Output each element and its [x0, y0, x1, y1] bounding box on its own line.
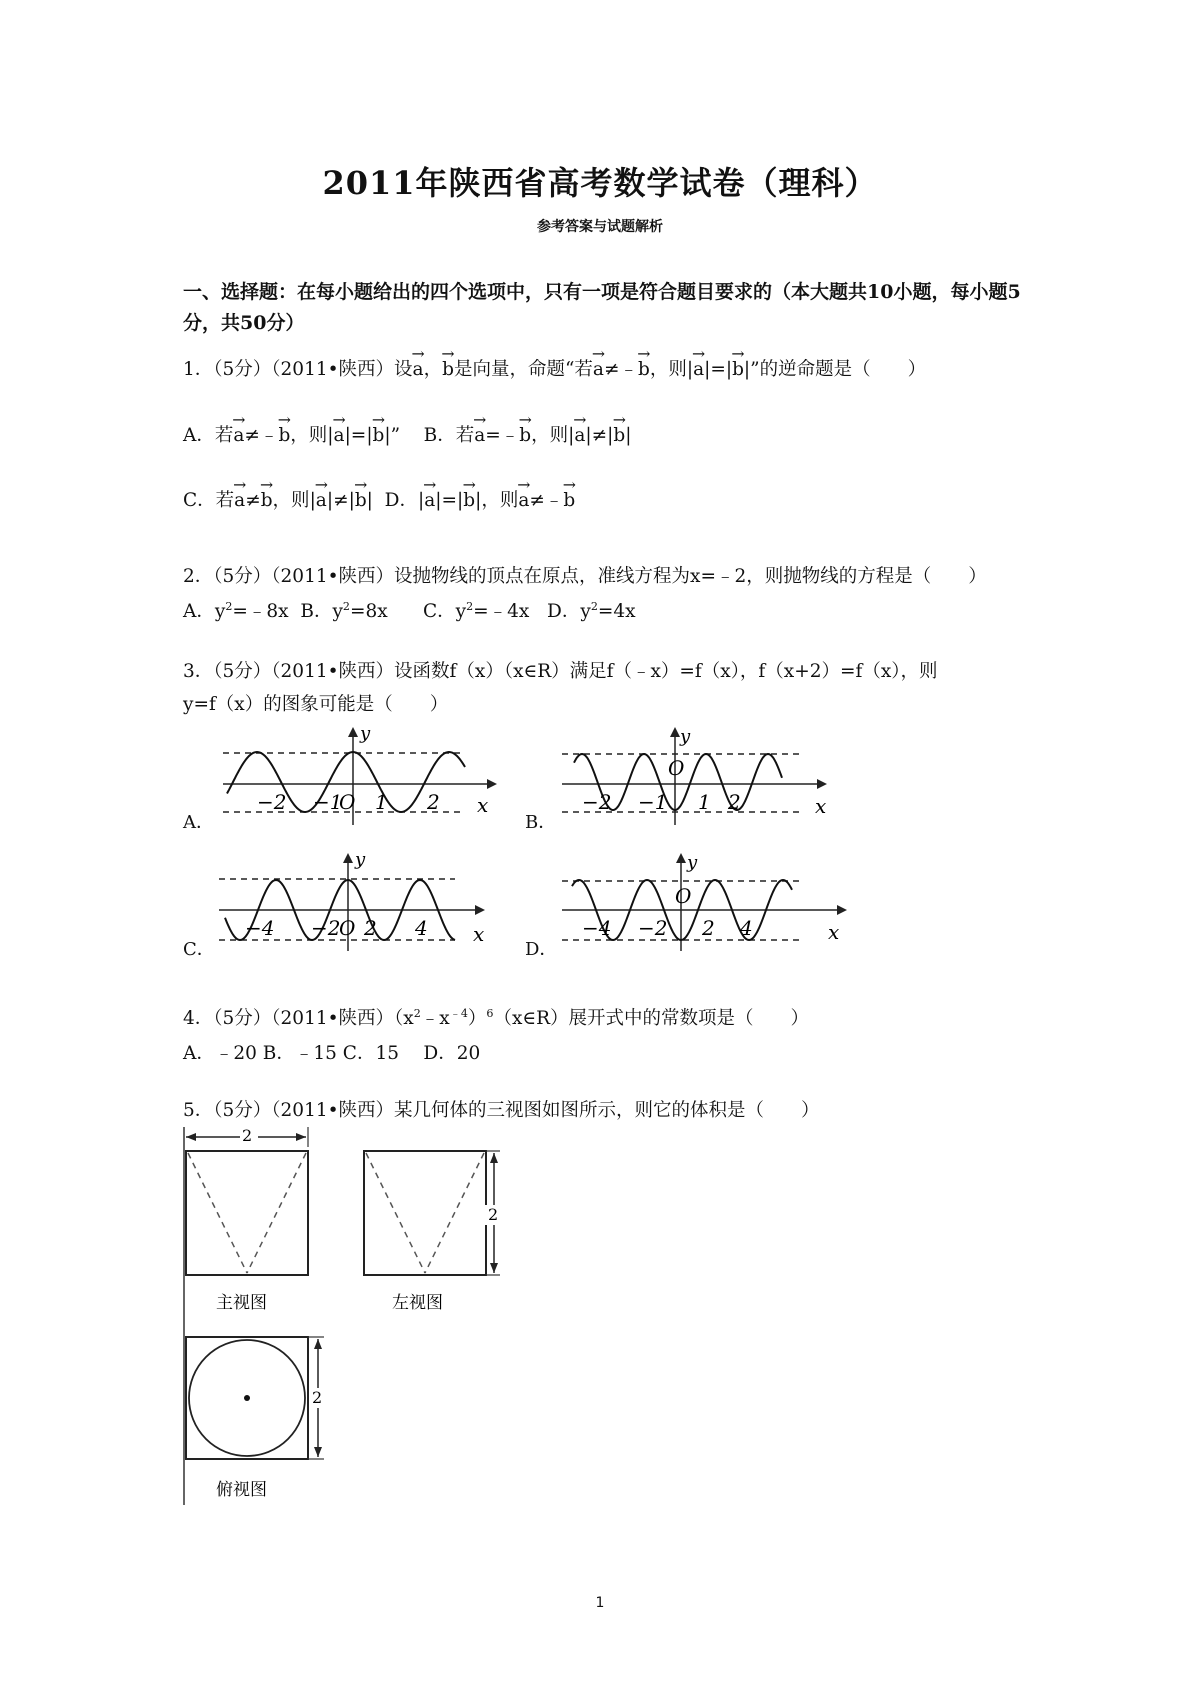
- question-4-options: A．﹣20 B．﹣15 C．15 D．20: [183, 1043, 481, 1064]
- graph-d-tick-4: 4: [740, 916, 753, 940]
- graph-b-tick-2: 2: [728, 790, 741, 814]
- graph-a-tick-1: 1: [375, 790, 388, 814]
- graph-d-tick-2: 2: [702, 916, 715, 940]
- side-view-dashed-left: [366, 1153, 425, 1273]
- graph-d: [560, 853, 855, 953]
- question-1-options-cd: C．若→ a≠→ b，则|→ a|≠|→ b| D．|→ a|=|→ b|，则→ a≠﹣→ b: [183, 486, 575, 512]
- page-title: 2011年陕西省高考数学试卷（理科）: [322, 164, 878, 202]
- graph-a-x-arrow: [487, 779, 497, 789]
- question-1-options-ab: A．若→ a≠﹣→ b，则|→ a|=|→ b|” B．若→ a=﹣→ b，则|→ a|≠|→ b|: [183, 421, 631, 447]
- graph-d-label: D．: [525, 939, 558, 960]
- graph-d-tick-neg2: −2: [638, 916, 668, 940]
- side-view-label: 左视图: [392, 1293, 443, 1313]
- graph-d-x-arrow: [837, 905, 847, 915]
- graph-b-tick-1: 1: [698, 790, 711, 814]
- graph-c-label: C．: [183, 939, 215, 960]
- graph-b-x-arrow: [817, 779, 827, 789]
- top-dim-label: 2: [312, 1388, 323, 1407]
- side-dim-arrow-top: [490, 1153, 498, 1163]
- front-view-dashed-right: [247, 1153, 306, 1273]
- graph-a: [215, 727, 510, 827]
- front-dim-arrow-right: [296, 1133, 306, 1141]
- side-view-square: [364, 1151, 486, 1275]
- side-view-dashed-right: [425, 1153, 484, 1273]
- graph-a-y-arrow: [348, 727, 358, 737]
- graph-c-tick-4: 4: [415, 916, 428, 940]
- question-2-stem: 2．（5分）（2011•陕西）设抛物线的顶点在原点，准线方程为x=﹣2，则抛物线的方程是（ ）: [183, 566, 987, 587]
- three-view-drawing: [180, 1125, 540, 1510]
- side-view: [364, 1151, 501, 1275]
- graph-d-y-arrow: [676, 853, 686, 863]
- graph-a-x-label: x: [477, 793, 489, 817]
- top-view: [186, 1337, 326, 1459]
- top-view-center-dot: [244, 1395, 250, 1401]
- graph-c-tick-neg4: −4: [245, 916, 275, 940]
- front-view-label: 主视图: [216, 1293, 267, 1313]
- front-view-dashed-left: [188, 1153, 247, 1273]
- top-dim-arrow-bottom: [314, 1447, 322, 1457]
- question-3-stem-1: 3．（5分）（2011•陕西）设函数f（x）（x∈R）满足f（﹣x）=f（x），f（x+2）=f（x），则: [183, 661, 938, 682]
- graph-b-y-arrow: [670, 727, 680, 737]
- graph-d-x-label: x: [828, 920, 840, 944]
- graph-d-tick-neg4: −4: [582, 916, 612, 940]
- top-dim-arrow-top: [314, 1339, 322, 1349]
- graph-c-x-arrow: [475, 905, 485, 915]
- graph-a-tick-origin: O: [339, 790, 356, 814]
- graph-d-y-label: y: [687, 853, 698, 873]
- graph-c-y-arrow: [343, 853, 353, 863]
- section-heading: 一、选择题：在每小题给出的四个选项中，只有一项是符合题目要求的（本大题共10小题，每小题5分，共50分）: [183, 281, 1021, 334]
- graph-d-tick-origin: O: [675, 884, 692, 908]
- front-view-square: [186, 1151, 308, 1275]
- graph-b-y-label: y: [680, 727, 691, 747]
- graph-c-tick-origin: O: [339, 916, 356, 940]
- graph-b-label: B．: [525, 812, 557, 833]
- question-2-options: A．$y^2=﹣8x$ B．$y^2=8x$ C．$y^2=﹣4x$ D．$y^2=4x$: [183, 599, 636, 622]
- graph-a-tick-neg2: −2: [257, 790, 287, 814]
- graph-b-tick-neg1: −1: [638, 790, 668, 814]
- question-3-stem-2: y=f（x）的图象可能是（ ）: [183, 694, 449, 715]
- graph-c-tick-2: 2: [364, 916, 377, 940]
- top-view-label: 俯视图: [216, 1480, 267, 1500]
- graph-b-tick-origin: O: [668, 756, 685, 780]
- graph-a-tick-2: 2: [427, 790, 440, 814]
- graph-a-label: A．: [183, 812, 214, 833]
- front-dim-arrow-left: [186, 1133, 196, 1141]
- graph-a-tick-neg1: −1: [313, 790, 343, 814]
- graph-a-y-label: y: [360, 727, 371, 744]
- graph-b-tick-neg2: −2: [582, 790, 612, 814]
- front-view: [184, 1126, 308, 1505]
- graph-c: [215, 853, 505, 953]
- question-4-stem: 4．（5分）（2011•陕西）$(x^2﹣x^{﹣4})^6(x\in R)$展开式中的常数项是（ ）: [183, 1006, 810, 1029]
- graph-c-x-label: x: [473, 922, 485, 946]
- page-number: 1: [595, 1595, 605, 1611]
- side-dim-arrow-bottom: [490, 1263, 498, 1273]
- front-dim-label: 2: [242, 1126, 253, 1145]
- question-1-stem: 1．（5分）（2011•陕西）设→ a，→ b是向量，命题“若→ a≠﹣→ b，则|→ a|=|→ b|”的逆命题是（ ）: [183, 355, 926, 381]
- graph-c-tick-neg2: −2: [311, 916, 341, 940]
- graph-c-y-label: y: [355, 853, 366, 870]
- page-subtitle: 参考答案与试题解析: [537, 219, 663, 235]
- side-dim-label: 2: [488, 1205, 499, 1224]
- question-5-stem: 5．（5分）（2011•陕西）某几何体的三视图如图所示，则它的体积是（ ）: [183, 1100, 820, 1121]
- graph-b-x-label: x: [815, 794, 827, 818]
- graph-b: [560, 727, 855, 827]
